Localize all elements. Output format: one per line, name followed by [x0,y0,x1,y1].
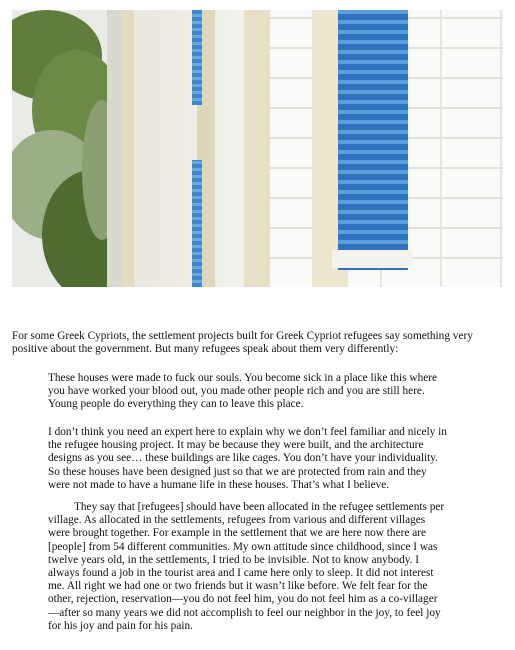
blue-shutter [192,10,202,105]
wall-beam [244,10,270,287]
wall-beam [122,10,134,287]
blue-shutter [192,160,202,287]
window-sill [332,250,412,268]
quote-paragraph-1: These houses were made to fuck our souls. You become sick in a place like this where you have worked your blood out, you made other people rich and you are still here. Young people do everything they can to leave this place. [48,372,438,411]
quote-paragraph-2: I don’t think you need an expert here to explain why we don’t feel familiar and nicely in the refugee housing project. It may be because they were built, and the architecture designs as you see… these buildings are like cages. You don’t have your individuality. So these houses have been designed just so that we are protected from rain and they were not made to have a humane life in these houses. That’s what I believe. [48,426,447,491]
intro-paragraph: For some Greek Cypriots, the settlement projects built for Greek Cypriot refugees say something very positive about the government. But many refugees speak about them very differently: [12,330,473,356]
quote-paragraph-3: They say that [refugees] should have been allocated in the refugee settlements per village. As allocated in the settlements, refugees from various and different villages were brought together. For example in the settlement that we are here now there are [people] from 54 different communities. My own attitude since childhood, since I was twelve years old, in the settlements, I tried to be invisible. Not to know anybody. I always found a job in the tourist area and I came here only to sleep. It did not interest me. All right we had one or two friends but it wasn’t like before. We felt fear for the other, rejection, reservation—you do not feel him, you do not feel him as a co-villager—after so many years we did not accomplish to feel our neighbor in the joy, to feel joy for his joy and pain for his pain. [48,501,445,632]
building-photo [12,10,503,287]
blue-shutter [338,10,408,270]
